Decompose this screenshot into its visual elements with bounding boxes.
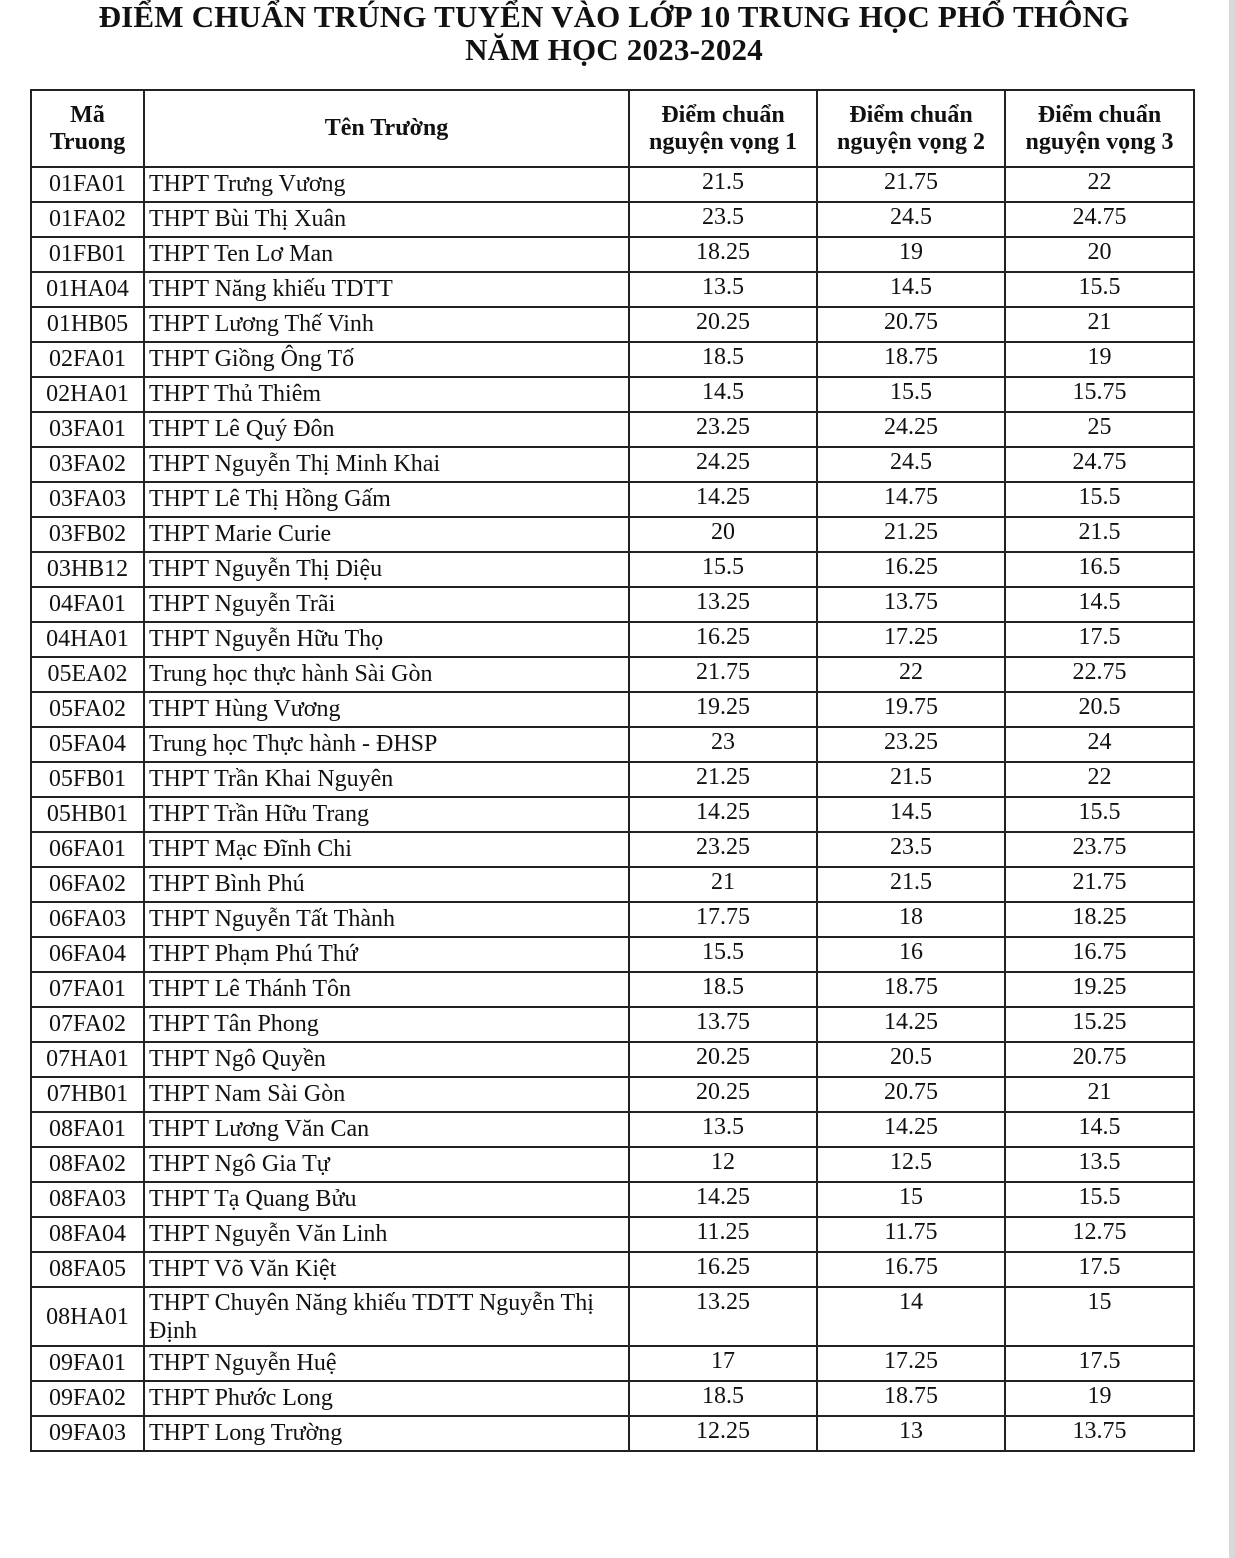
score-nv3-cell: 13.75 — [1005, 1416, 1194, 1451]
score-nv2-cell: 24.5 — [817, 202, 1005, 237]
score-nv3-cell: 17.5 — [1005, 1252, 1194, 1287]
score-nv2-cell: 16.75 — [817, 1252, 1005, 1287]
table-row — [31, 237, 1194, 272]
score-nv3-cell: 24.75 — [1005, 447, 1194, 482]
header-school-name: Tên Trường — [144, 90, 629, 167]
school-name-cell: THPT Bùi Thị Xuân — [144, 202, 629, 237]
score-nv2-cell: 14.25 — [817, 1112, 1005, 1147]
school-name-cell: THPT Hùng Vương — [144, 692, 629, 727]
score-nv3-cell: 19 — [1005, 342, 1194, 377]
score-nv2-cell: 21.25 — [817, 517, 1005, 552]
score-nv1-cell: 23.25 — [629, 832, 817, 867]
school-code-cell: 07FA02 — [31, 1007, 144, 1042]
score-nv1-cell: 19.25 — [629, 692, 817, 727]
school-code-cell: 01HA04 — [31, 272, 144, 307]
table-row — [31, 482, 1194, 517]
school-name-cell: THPT Nguyễn Hữu Thọ — [144, 622, 629, 657]
table-row — [31, 727, 1194, 762]
score-nv2-cell: 12.5 — [817, 1147, 1005, 1182]
school-name-cell: THPT Tạ Quang Bửu — [144, 1182, 629, 1217]
score-nv1-cell: 21.25 — [629, 762, 817, 797]
score-nv3-cell: 13.5 — [1005, 1147, 1194, 1182]
score-nv3-cell: 15.5 — [1005, 1182, 1194, 1217]
score-nv1-cell: 18.5 — [629, 972, 817, 1007]
score-nv3-cell: 22 — [1005, 167, 1194, 202]
score-nv2-cell: 16.25 — [817, 552, 1005, 587]
score-nv2-cell: 20.75 — [817, 1077, 1005, 1112]
score-nv1-cell: 20 — [629, 517, 817, 552]
score-nv3-cell: 16.75 — [1005, 937, 1194, 972]
school-name-cell: THPT Phạm Phú Thứ — [144, 937, 629, 972]
score-nv1-cell: 13.75 — [629, 1007, 817, 1042]
score-nv3-cell: 17.5 — [1005, 622, 1194, 657]
score-nv3-cell: 21 — [1005, 307, 1194, 342]
score-nv1-cell: 23.25 — [629, 412, 817, 447]
score-nv2-cell: 24.25 — [817, 412, 1005, 447]
score-nv2-cell: 18 — [817, 902, 1005, 937]
school-name-cell: THPT Giồng Ông Tố — [144, 342, 629, 377]
header-nv1 — [629, 90, 817, 167]
table-row — [31, 1182, 1194, 1217]
school-name-cell: Trung học thực hành Sài Gòn — [144, 657, 629, 692]
page-edge — [1229, 0, 1235, 1558]
school-code-cell: 06FA04 — [31, 937, 144, 972]
header-school-code — [31, 90, 144, 167]
header-nv3-line-2: nguyện vọng 3 — [1025, 128, 1174, 155]
score-nv3-cell: 15.5 — [1005, 797, 1194, 832]
score-nv3-cell: 17.5 — [1005, 1346, 1194, 1381]
header-nv2-line-1: Điểm chuẩn — [849, 101, 973, 128]
score-nv2-cell: 17.25 — [817, 622, 1005, 657]
school-name-cell: THPT Trưng Vương — [144, 167, 629, 202]
score-nv3-cell: 16.5 — [1005, 552, 1194, 587]
table-row — [31, 1112, 1194, 1147]
school-code-cell: 06FA01 — [31, 832, 144, 867]
school-code-cell: 07HB01 — [31, 1077, 144, 1112]
score-nv1-cell: 13.5 — [629, 1112, 817, 1147]
table-row — [31, 1252, 1194, 1287]
title-line-1: ĐIỂM CHUẨN TRÚNG TUYỂN VÀO LỚP 10 TRUNG HỌC PHỔ THÔNG — [98, 0, 1130, 34]
table-row — [31, 377, 1194, 412]
score-nv2-cell: 23.5 — [817, 832, 1005, 867]
school-name-cell: THPT Lương Thế Vinh — [144, 307, 629, 342]
school-name-cell: THPT Nguyễn Tất Thành — [144, 902, 629, 937]
table-row — [31, 657, 1194, 692]
table-row — [31, 1381, 1194, 1416]
score-nv3-cell: 21.75 — [1005, 867, 1194, 902]
score-nv2-cell: 18.75 — [817, 972, 1005, 1007]
school-code-cell: 05FA02 — [31, 692, 144, 727]
score-nv2-cell: 13.75 — [817, 587, 1005, 622]
school-code-cell: 06FA03 — [31, 902, 144, 937]
school-code-cell: 03FB02 — [31, 517, 144, 552]
document-title — [0, 0, 1228, 66]
score-nv2-cell: 21.5 — [817, 867, 1005, 902]
school-name-cell: THPT Lê Thị Hồng Gấm — [144, 482, 629, 517]
school-code-cell: 04HA01 — [31, 622, 144, 657]
score-nv1-cell: 13.5 — [629, 272, 817, 307]
score-nv3-cell: 19 — [1005, 1381, 1194, 1416]
score-nv2-cell: 20.75 — [817, 307, 1005, 342]
school-name-cell: THPT Thủ Thiêm — [144, 377, 629, 412]
school-name-cell: THPT Trần Khai Nguyên — [144, 762, 629, 797]
school-name-cell: THPT Ngô Gia Tự — [144, 1147, 629, 1182]
school-name-cell: THPT Trần Hữu Trang — [144, 797, 629, 832]
score-nv3-cell: 24 — [1005, 727, 1194, 762]
score-nv1-cell: 23.5 — [629, 202, 817, 237]
school-name-cell: Trung học Thực hành - ĐHSP — [144, 727, 629, 762]
score-nv1-cell: 14.25 — [629, 482, 817, 517]
score-nv2-cell: 22 — [817, 657, 1005, 692]
table-row — [31, 1287, 1194, 1346]
table-row — [31, 692, 1194, 727]
score-nv2-cell: 14.25 — [817, 1007, 1005, 1042]
score-nv2-cell: 19.75 — [817, 692, 1005, 727]
score-nv3-cell: 20 — [1005, 237, 1194, 272]
title-line-2: NĂM HỌC 2023-2024 — [465, 32, 763, 67]
score-nv3-cell: 18.25 — [1005, 902, 1194, 937]
school-code-cell: 08FA03 — [31, 1182, 144, 1217]
score-nv3-cell: 15.75 — [1005, 377, 1194, 412]
school-name-cell: THPT Nguyễn Thị Minh Khai — [144, 447, 629, 482]
school-code-cell: 01HB05 — [31, 307, 144, 342]
score-nv1-cell: 14.25 — [629, 1182, 817, 1217]
score-nv2-cell: 18.75 — [817, 342, 1005, 377]
score-nv1-cell: 12.25 — [629, 1416, 817, 1451]
score-nv1-cell: 17.75 — [629, 902, 817, 937]
score-nv1-cell: 12 — [629, 1147, 817, 1182]
score-nv2-cell: 14.5 — [817, 272, 1005, 307]
table-row — [31, 552, 1194, 587]
school-code-cell: 02HA01 — [31, 377, 144, 412]
header-nv3-line-1: Điểm chuẩn — [1037, 101, 1162, 128]
score-nv3-cell: 15 — [1005, 1287, 1194, 1346]
score-nv3-cell: 21 — [1005, 1077, 1194, 1112]
score-nv2-cell: 19 — [817, 237, 1005, 272]
score-nv1-cell: 20.25 — [629, 307, 817, 342]
table-row — [31, 447, 1194, 482]
score-nv1-cell: 16.25 — [629, 622, 817, 657]
score-nv1-cell: 17 — [629, 1346, 817, 1381]
score-nv2-cell: 16 — [817, 937, 1005, 972]
school-code-cell: 05EA02 — [31, 657, 144, 692]
school-code-cell: 08FA02 — [31, 1147, 144, 1182]
table-row — [31, 622, 1194, 657]
score-nv3-cell: 25 — [1005, 412, 1194, 447]
score-nv3-cell: 14.5 — [1005, 1112, 1194, 1147]
table-row — [31, 1217, 1194, 1252]
school-name-cell: THPT Tân Phong — [144, 1007, 629, 1042]
score-nv2-cell: 23.25 — [817, 727, 1005, 762]
score-nv2-cell: 14 — [817, 1287, 1005, 1346]
score-nv3-cell: 12.75 — [1005, 1217, 1194, 1252]
school-name-cell: THPT Marie Curie — [144, 517, 629, 552]
school-code-cell: 02FA01 — [31, 342, 144, 377]
school-code-cell: 01FA01 — [31, 167, 144, 202]
school-name-cell: THPT Lương Văn Can — [144, 1112, 629, 1147]
school-name-cell: THPT Phước Long — [144, 1381, 629, 1416]
score-nv3-cell: 15.5 — [1005, 482, 1194, 517]
school-code-cell: 03FA01 — [31, 412, 144, 447]
school-name-cell: THPT Nguyễn Văn Linh — [144, 1217, 629, 1252]
score-nv3-cell: 20.5 — [1005, 692, 1194, 727]
table-row — [31, 1007, 1194, 1042]
score-nv3-cell: 19.25 — [1005, 972, 1194, 1007]
header-code-line-1: Mã — [70, 101, 105, 128]
table-row — [31, 797, 1194, 832]
school-name-cell: THPT Lê Quý Đôn — [144, 412, 629, 447]
score-nv2-cell: 21.75 — [817, 167, 1005, 202]
score-nv1-cell: 13.25 — [629, 1287, 817, 1346]
header-nv2-line-2: nguyện vọng 2 — [836, 128, 986, 155]
school-code-cell: 08FA01 — [31, 1112, 144, 1147]
score-nv1-cell: 20.25 — [629, 1042, 817, 1077]
school-name-cell: THPT Bình Phú — [144, 867, 629, 902]
table-row — [31, 307, 1194, 342]
school-name-cell: THPT Năng khiếu TDTT — [144, 272, 629, 307]
score-nv3-cell: 14.5 — [1005, 587, 1194, 622]
school-code-cell: 01FB01 — [31, 237, 144, 272]
school-name-cell: THPT Nguyễn Trãi — [144, 587, 629, 622]
score-nv1-cell: 11.25 — [629, 1217, 817, 1252]
table-row — [31, 167, 1194, 202]
table-row — [31, 587, 1194, 622]
table-row — [31, 937, 1194, 972]
school-name-cell: THPT Ngô Quyền — [144, 1042, 629, 1077]
table-row — [31, 1042, 1194, 1077]
score-nv1-cell: 18.25 — [629, 237, 817, 272]
score-nv1-cell: 21.5 — [629, 167, 817, 202]
score-nv2-cell: 21.5 — [817, 762, 1005, 797]
header-nv1-line-2: nguyện vọng 1 — [648, 128, 798, 155]
score-nv2-cell: 15.5 — [817, 377, 1005, 412]
school-name-cell: THPT Nguyễn Huệ — [144, 1346, 629, 1381]
score-nv1-cell: 16.25 — [629, 1252, 817, 1287]
header-nv3 — [1005, 90, 1194, 167]
school-code-cell: 09FA02 — [31, 1381, 144, 1416]
score-nv1-cell: 18.5 — [629, 342, 817, 377]
score-nv2-cell: 24.5 — [817, 447, 1005, 482]
score-nv3-cell: 20.75 — [1005, 1042, 1194, 1077]
school-code-cell: 08FA05 — [31, 1252, 144, 1287]
table-row — [31, 1346, 1194, 1381]
school-code-cell: 05HB01 — [31, 797, 144, 832]
score-nv2-cell: 13 — [817, 1416, 1005, 1451]
header-nv1-line-1: Điểm chuẩn — [661, 101, 785, 128]
score-nv1-cell: 15.5 — [629, 937, 817, 972]
school-code-cell: 07FA01 — [31, 972, 144, 1007]
school-name-cell: THPT Mạc Đĩnh Chi — [144, 832, 629, 867]
school-name-cell: THPT Chuyên Năng khiếu TDTT Nguyễn Thị Định — [144, 1287, 629, 1346]
school-code-cell: 04FA01 — [31, 587, 144, 622]
school-name-cell: THPT Lê Thánh Tôn — [144, 972, 629, 1007]
score-nv2-cell: 14.5 — [817, 797, 1005, 832]
school-name-cell: THPT Võ Văn Kiệt — [144, 1252, 629, 1287]
table-body — [31, 167, 1194, 1451]
score-nv3-cell: 23.75 — [1005, 832, 1194, 867]
table-row — [31, 1416, 1194, 1451]
score-nv1-cell: 23 — [629, 727, 817, 762]
school-code-cell: 03FA02 — [31, 447, 144, 482]
table-row — [31, 867, 1194, 902]
admission-score-table — [30, 89, 1195, 1452]
school-code-cell: 08FA04 — [31, 1217, 144, 1252]
score-nv1-cell: 21.75 — [629, 657, 817, 692]
score-nv3-cell: 21.5 — [1005, 517, 1194, 552]
school-code-cell: 03FA03 — [31, 482, 144, 517]
score-nv2-cell: 15 — [817, 1182, 1005, 1217]
score-nv2-cell: 20.5 — [817, 1042, 1005, 1077]
table-header-row — [31, 90, 1194, 167]
score-nv2-cell: 14.75 — [817, 482, 1005, 517]
header-code-line-2: Truong — [49, 128, 126, 155]
table-row — [31, 1077, 1194, 1112]
score-nv1-cell: 24.25 — [629, 447, 817, 482]
table-row — [31, 202, 1194, 237]
score-nv3-cell: 22.75 — [1005, 657, 1194, 692]
school-name-cell: THPT Ten Lơ Man — [144, 237, 629, 272]
school-name-cell: THPT Nguyễn Thị Diệu — [144, 552, 629, 587]
score-nv3-cell: 22 — [1005, 762, 1194, 797]
school-code-cell: 03HB12 — [31, 552, 144, 587]
school-name-cell: THPT Long Trường — [144, 1416, 629, 1451]
school-code-cell: 08HA01 — [31, 1287, 144, 1346]
school-code-cell: 05FA04 — [31, 727, 144, 762]
score-nv1-cell: 14.25 — [629, 797, 817, 832]
score-nv1-cell: 18.5 — [629, 1381, 817, 1416]
school-code-cell: 09FA01 — [31, 1346, 144, 1381]
score-nv1-cell: 21 — [629, 867, 817, 902]
table-row — [31, 412, 1194, 447]
table-row — [31, 517, 1194, 552]
table-row — [31, 1147, 1194, 1182]
table-row — [31, 272, 1194, 307]
school-code-cell: 09FA03 — [31, 1416, 144, 1451]
school-name-cell: THPT Nam Sài Gòn — [144, 1077, 629, 1112]
header-nv2 — [817, 90, 1005, 167]
school-code-cell: 07HA01 — [31, 1042, 144, 1077]
score-nv3-cell: 24.75 — [1005, 202, 1194, 237]
score-nv2-cell: 17.25 — [817, 1346, 1005, 1381]
school-code-cell: 05FB01 — [31, 762, 144, 797]
score-nv1-cell: 15.5 — [629, 552, 817, 587]
table-row — [31, 972, 1194, 1007]
table-row — [31, 832, 1194, 867]
table-row — [31, 342, 1194, 377]
score-nv1-cell: 13.25 — [629, 587, 817, 622]
score-nv1-cell: 14.5 — [629, 377, 817, 412]
score-nv2-cell: 18.75 — [817, 1381, 1005, 1416]
score-nv3-cell: 15.5 — [1005, 272, 1194, 307]
score-nv2-cell: 11.75 — [817, 1217, 1005, 1252]
school-code-cell: 01FA02 — [31, 202, 144, 237]
table-row — [31, 902, 1194, 937]
score-nv3-cell: 15.25 — [1005, 1007, 1194, 1042]
score-nv1-cell: 20.25 — [629, 1077, 817, 1112]
school-code-cell: 06FA02 — [31, 867, 144, 902]
table-row — [31, 762, 1194, 797]
